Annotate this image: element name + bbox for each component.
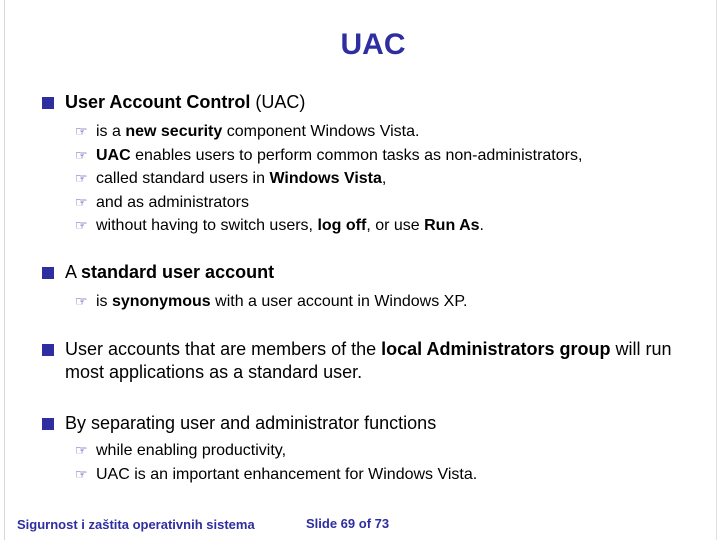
text: User accounts that are members of the bbox=[65, 339, 382, 359]
pointing-hand-icon: ☞ bbox=[75, 193, 88, 210]
emphasis: new security bbox=[125, 123, 223, 140]
sub-bullet-without-switching bbox=[75, 214, 692, 238]
emphasis: synonymous bbox=[112, 293, 211, 310]
sub-bullet-synonymous bbox=[75, 290, 692, 314]
text: with a user account in Windows XP. bbox=[210, 293, 468, 310]
section-separating bbox=[42, 412, 692, 486]
footer-slide-number: Slide 69 of 73 bbox=[306, 516, 390, 531]
sub-bullet-new-security bbox=[75, 120, 692, 144]
text: . bbox=[479, 217, 484, 234]
square-bullet-icon bbox=[42, 344, 54, 356]
square-bullet-icon bbox=[42, 97, 54, 109]
emphasis: log off bbox=[317, 217, 367, 234]
text: UAC is an important enhancement for Windows Vista. bbox=[96, 465, 478, 483]
text: A bbox=[65, 262, 82, 282]
bullet-uac-heading bbox=[42, 91, 692, 114]
pointing-hand-icon: ☞ bbox=[75, 123, 88, 139]
pointing-hand-icon: ☞ bbox=[75, 442, 88, 458]
emphasis: Windows Vista bbox=[269, 170, 382, 187]
bullet-standard-user-heading bbox=[42, 261, 692, 284]
uac-heading-bold: User Account Control bbox=[65, 92, 251, 112]
section-local-admins bbox=[42, 338, 692, 384]
sub-bullet-standard-users bbox=[75, 167, 692, 191]
text: and as administrators bbox=[96, 193, 249, 211]
slide-left-border bbox=[4, 0, 5, 540]
bullet-separating-heading bbox=[42, 412, 692, 435]
text: is a bbox=[96, 123, 126, 140]
square-bullet-icon bbox=[42, 418, 54, 430]
emphasis: standard user account bbox=[81, 262, 275, 282]
uac-heading-rest: (UAC) bbox=[250, 92, 306, 112]
text: is bbox=[96, 293, 112, 310]
sub-bullet-uac-enables bbox=[75, 144, 692, 168]
pointing-hand-icon: ☞ bbox=[75, 217, 88, 233]
slide-title: UAC bbox=[340, 28, 406, 61]
square-bullet-icon bbox=[42, 267, 54, 279]
slide-right-border bbox=[716, 0, 717, 540]
section-standard-user bbox=[42, 261, 692, 314]
bullet-local-admins bbox=[42, 338, 692, 384]
sub-bullet-enhancement bbox=[75, 463, 692, 487]
sub-bullet-productivity bbox=[75, 439, 692, 463]
pointing-hand-icon: ☞ bbox=[75, 293, 88, 309]
emphasis: local Administrators group bbox=[381, 339, 611, 359]
footer-course-title: Sigurnost i zaštita operativnih sistema bbox=[17, 517, 255, 532]
text: , or use bbox=[366, 217, 425, 234]
text: called standard users in bbox=[96, 170, 270, 187]
emphasis: Run As bbox=[424, 217, 480, 234]
section-uac bbox=[42, 91, 692, 238]
text: enables users to perform common tasks as non-administrators, bbox=[130, 146, 583, 164]
emphasis: UAC bbox=[96, 146, 131, 164]
text: By separating user and administrator functions bbox=[65, 413, 437, 433]
sub-bullet-administrators bbox=[75, 191, 692, 215]
text: component Windows Vista. bbox=[222, 123, 420, 140]
text: without having to switch users, bbox=[96, 217, 318, 234]
text: will run most applications as a standard user. bbox=[65, 339, 672, 382]
pointing-hand-icon: ☞ bbox=[75, 170, 88, 186]
pointing-hand-icon: ☞ bbox=[75, 465, 88, 482]
text: , bbox=[381, 170, 387, 187]
text: while enabling productivity, bbox=[96, 442, 287, 459]
pointing-hand-icon: ☞ bbox=[75, 146, 88, 163]
